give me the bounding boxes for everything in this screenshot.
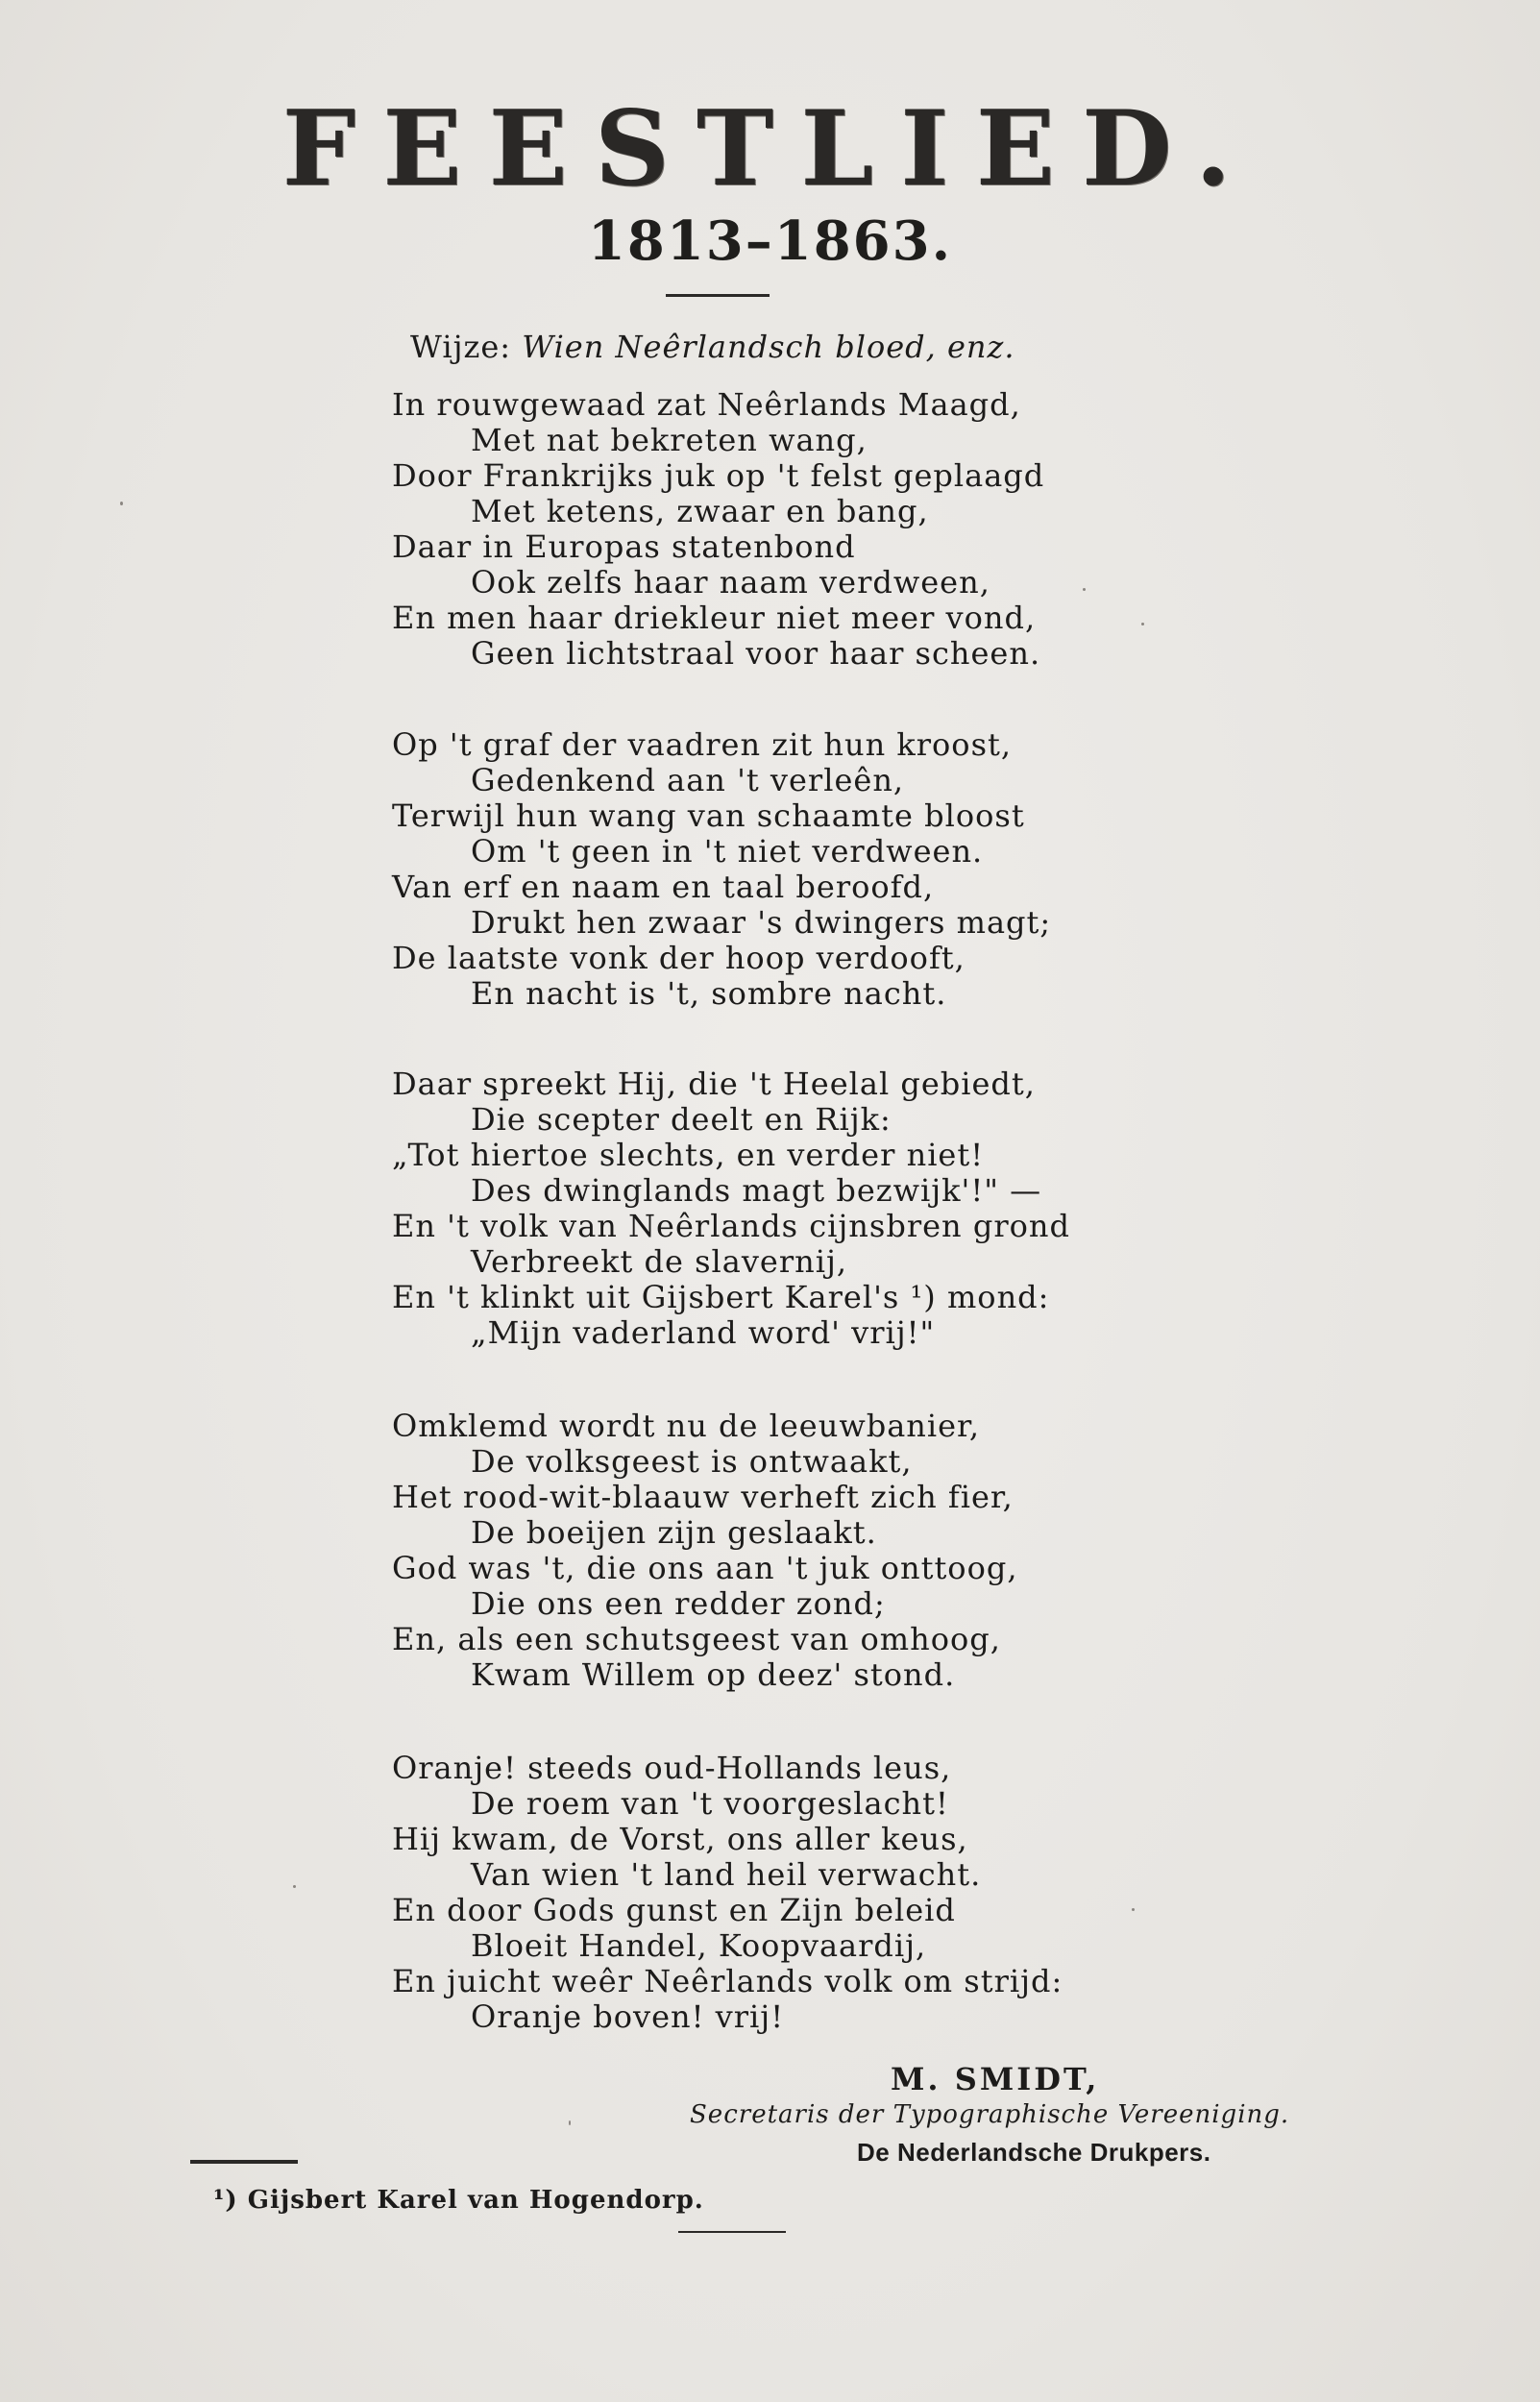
verse-line: Die scepter deelt en Rijk: bbox=[471, 1101, 892, 1138]
paper-speck bbox=[293, 1885, 296, 1888]
verse-line: In rouwgewaad zat Neêrlands Maagd, bbox=[392, 386, 1021, 423]
verse-line: En nacht is 't, sombre nacht. bbox=[471, 975, 947, 1012]
tune-line bbox=[410, 329, 1015, 365]
stanza-4 bbox=[392, 1409, 1017, 1693]
verse-line: Oranje! steeds oud-Hollands leus, bbox=[392, 1750, 952, 1786]
verse-line: Oranje boven! vrij! bbox=[471, 1998, 785, 2035]
footnote-divider bbox=[190, 2160, 298, 2164]
verse-line: Het rood-wit-blaauw verheft zich fier, bbox=[392, 1479, 1014, 1515]
verse-line: Met ketens, zwaar en bang, bbox=[471, 493, 929, 529]
verse-line: „Tot hiertoe slechts, en verder niet! bbox=[392, 1137, 985, 1173]
footnote: ¹) Gijsbert Karel van Hogendorp. bbox=[213, 2186, 704, 2215]
verse-line: De volksgeest is ontwaakt, bbox=[471, 1443, 913, 1480]
stanza-5 bbox=[392, 1751, 1063, 2035]
verse-line: Daar in Europas statenbond bbox=[392, 528, 856, 565]
verse-line: Met nat bekreten wang, bbox=[471, 422, 868, 458]
publisher-name: De Nederlandsche Drukpers. bbox=[857, 2138, 1211, 2167]
verse-line: Op 't graf der vaadren zit hun kroost, bbox=[392, 726, 1013, 763]
verse-line: Omklemd wordt nu de leeuwbanier, bbox=[392, 1408, 980, 1444]
verse-line: De roem van 't voorgeslacht! bbox=[471, 1785, 949, 1822]
verse-line: Terwijl hun wang van schaamte bloost bbox=[392, 797, 1025, 834]
poem-years: 1813–1863. bbox=[587, 209, 953, 273]
title-divider bbox=[666, 294, 770, 297]
verse-line: God was 't, die ons aan 't juk onttoog, bbox=[392, 1550, 1018, 1586]
verse-line: Verbreekt de slavernij, bbox=[471, 1243, 848, 1280]
verse-line: Geen lichtstraal voor haar scheen. bbox=[471, 635, 1041, 672]
paper-speck bbox=[1141, 623, 1144, 625]
verse-line: Van erf en naam en taal beroofd, bbox=[392, 869, 935, 905]
verse-line: Ook zelfs haar naam verdween, bbox=[471, 564, 990, 600]
paper-speck bbox=[1083, 588, 1086, 591]
verse-line: Door Frankrijks juk op 't felst geplaagd bbox=[392, 457, 1045, 494]
verse-line: De boeijen zijn geslaakt. bbox=[471, 1514, 877, 1551]
verse-line: Kwam Willem op deez' stond. bbox=[471, 1656, 956, 1693]
tune-name: Wien Neêrlandsch bloed, enz. bbox=[522, 329, 1015, 365]
verse-line: Bloeit Handel, Koopvaardij, bbox=[471, 1927, 927, 1964]
stanza-3 bbox=[392, 1066, 1070, 1351]
verse-line: En men haar driekleur niet meer vond, bbox=[392, 600, 1037, 636]
verse-line: En 't klinkt uit Gijsbert Karel's ¹) mond: bbox=[392, 1279, 1050, 1315]
verse-line: Des dwinglands magt bezwijk'!" — bbox=[471, 1172, 1042, 1209]
verse-line: „Mijn vaderland word' vrij!" bbox=[471, 1314, 936, 1351]
paper-speck bbox=[569, 2120, 571, 2125]
stanza-2 bbox=[392, 727, 1051, 1012]
verse-line: Die ons een redder zond; bbox=[471, 1585, 886, 1622]
verse-line: Drukt hen zwaar 's dwingers magt; bbox=[471, 904, 1052, 941]
paper-speck bbox=[120, 502, 123, 505]
verse-line: Gedenkend aan 't verleên, bbox=[471, 762, 905, 798]
verse-line: En juicht weêr Neêrlands volk om strijd: bbox=[392, 1963, 1063, 1999]
author-name: M. SMIDT, bbox=[891, 2061, 1100, 2097]
verse-line: Daar spreekt Hij, die 't Heelal gebiedt, bbox=[392, 1066, 1036, 1102]
verse-line: Van wien 't land heil verwacht. bbox=[471, 1856, 982, 1893]
paper-speck bbox=[1132, 1908, 1135, 1911]
end-divider bbox=[678, 2231, 786, 2233]
verse-line: De laatste vonk der hoop verdooft, bbox=[392, 940, 966, 976]
verse-line: En, als een schutsgeest van omhoog, bbox=[392, 1621, 1001, 1657]
verse-line: Hij kwam, de Vorst, ons aller keus, bbox=[392, 1821, 968, 1857]
verse-line: Om 't geen in 't niet verdween. bbox=[471, 833, 984, 870]
stanza-1 bbox=[392, 387, 1044, 672]
tune-label: Wijze: bbox=[410, 329, 512, 365]
verse-line: En 't volk van Neêrlands cijnsbren grond bbox=[392, 1208, 1070, 1244]
poem-title: FEESTLIED. bbox=[281, 88, 1259, 209]
author-role: Secretaris der Typographische Vereeniging. bbox=[690, 2100, 1290, 2129]
verse-line: En door Gods gunst en Zijn beleid bbox=[392, 1892, 956, 1928]
